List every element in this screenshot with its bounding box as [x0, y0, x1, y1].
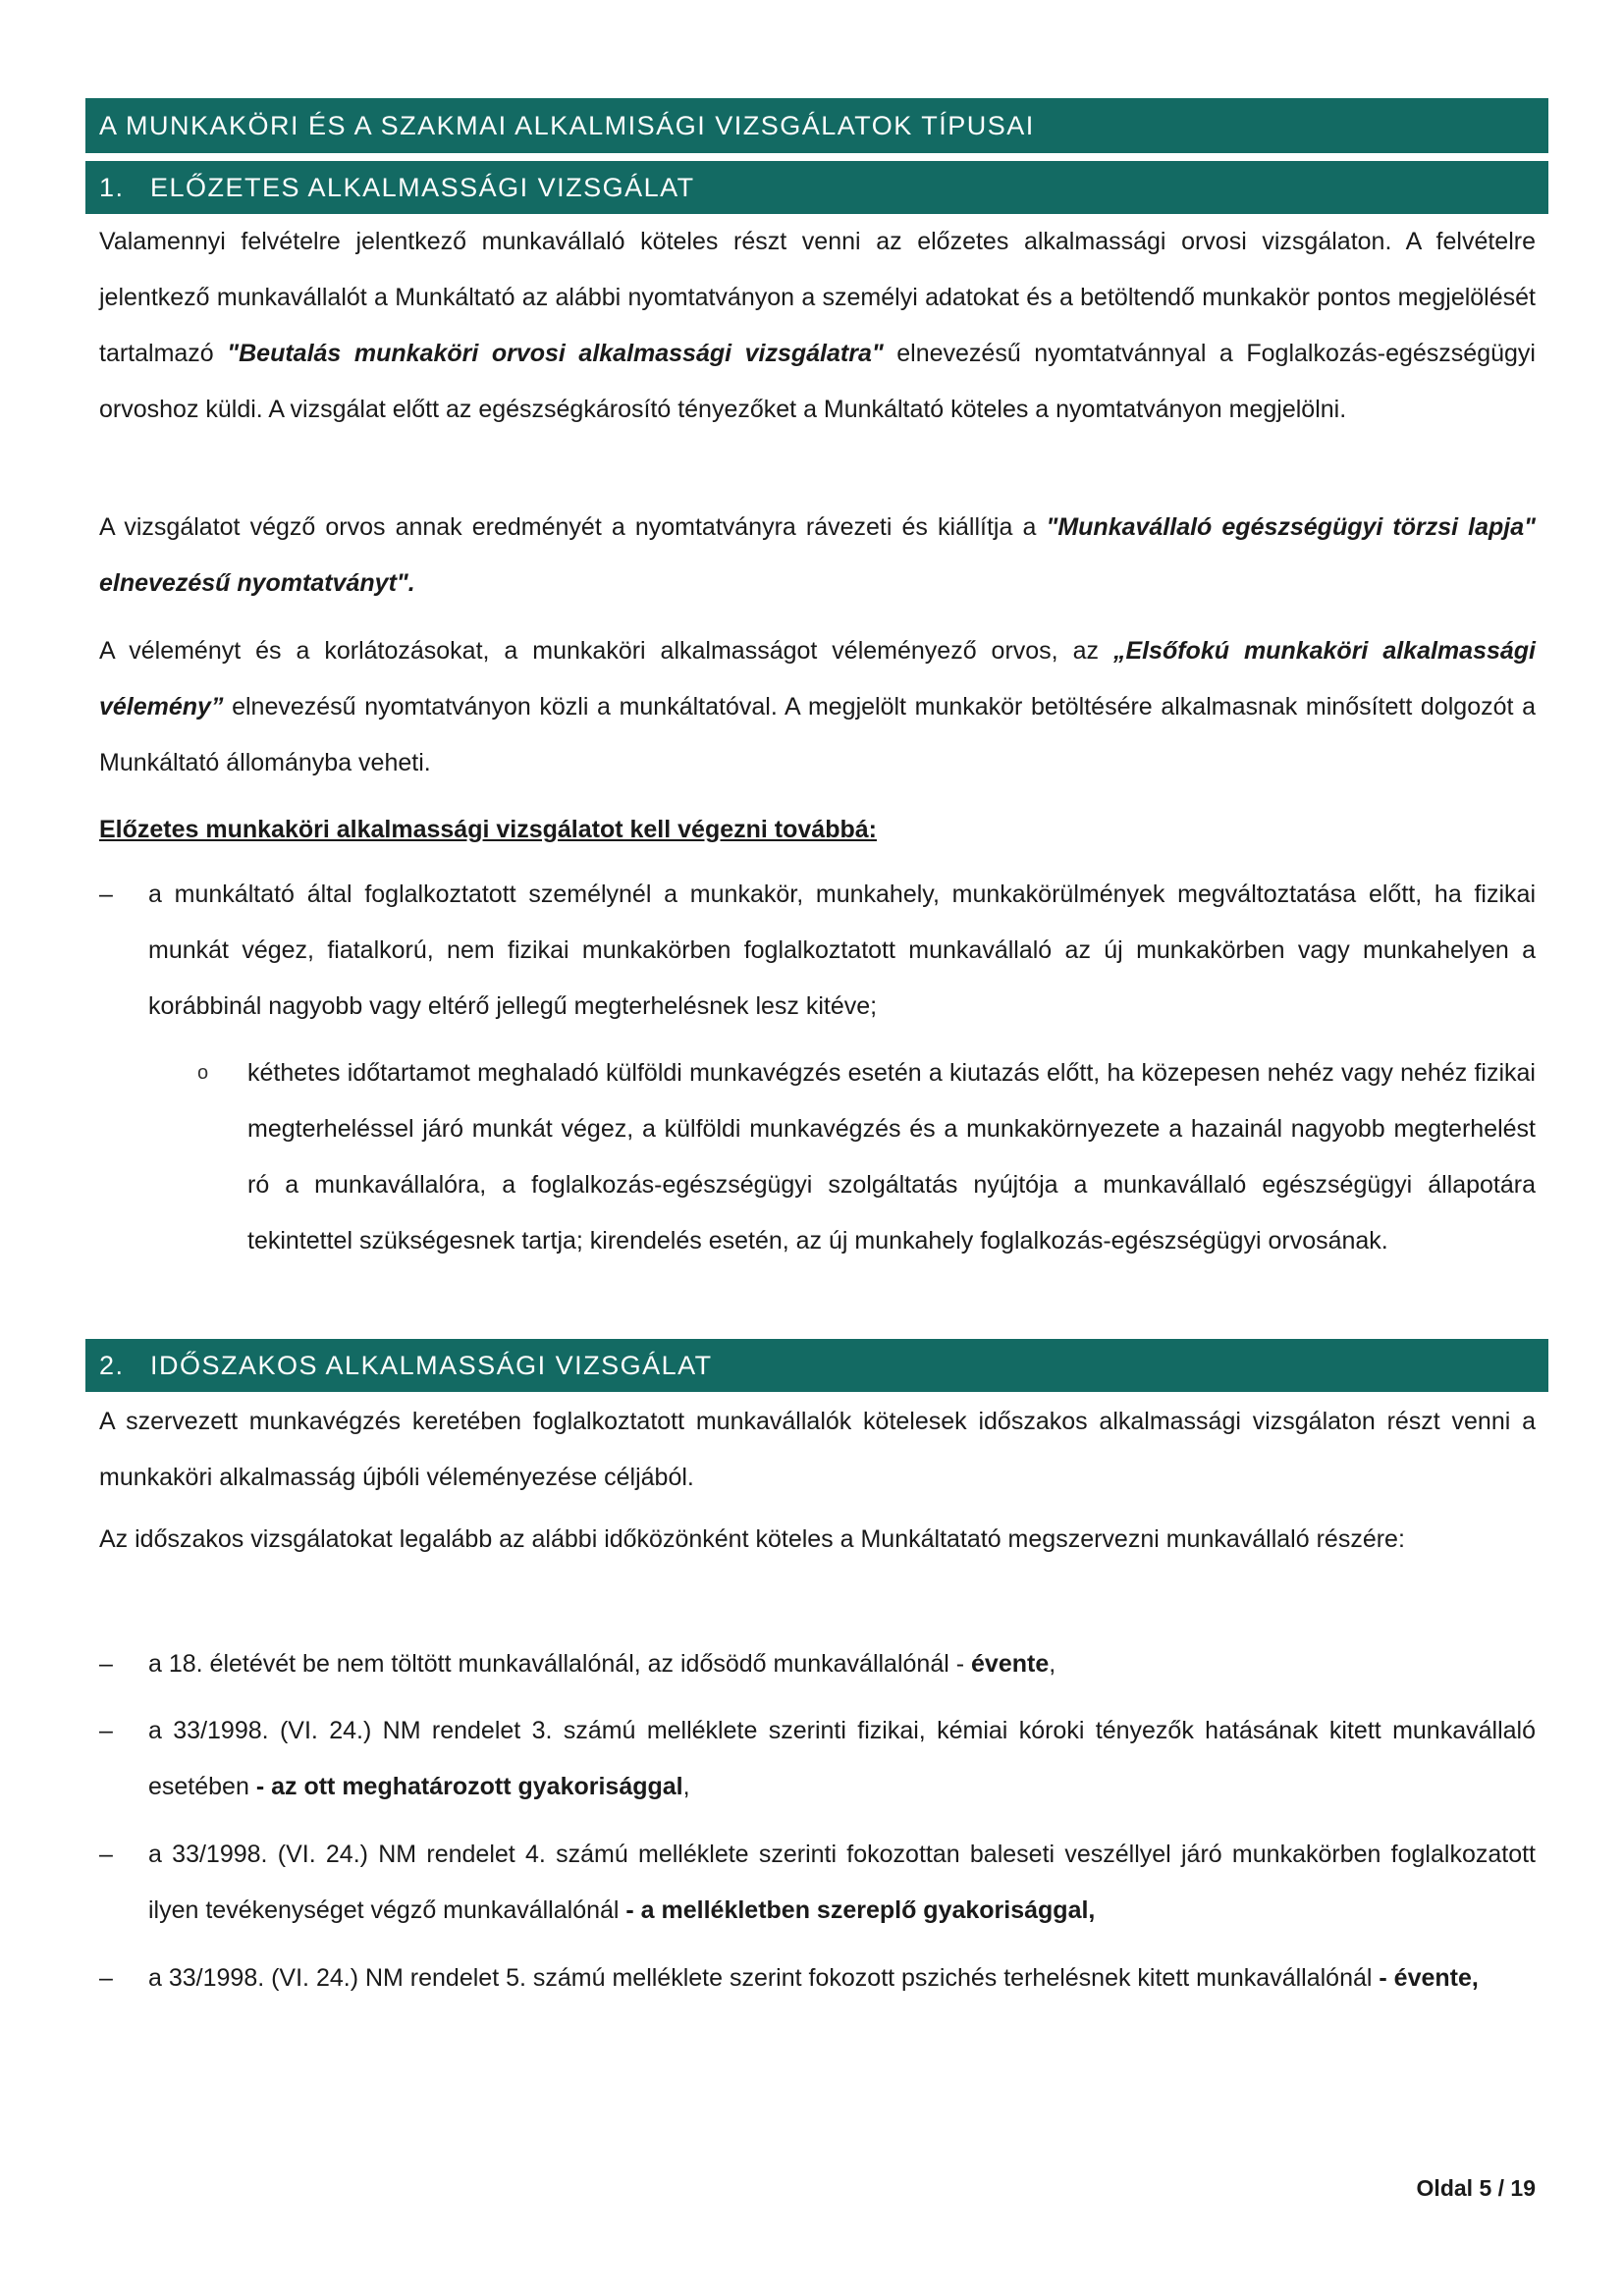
section2-list-item: a 33/1998. (VI. 24.) NM rendelet 5. számú melléklete szerint fokozott pszichés terhelésnek kitett munkavállalónál - évente,	[148, 1964, 1479, 1992]
section1-subheading: Előzetes munkaköri alkalmassági vizsgálatot kell végezni továbbá:	[99, 816, 877, 843]
section1-title: ELŐZETES ALKALMASSÁGI VIZSGÁLAT	[150, 172, 695, 202]
section1-paragraph1: Valamennyi felvételre jelentkező munkavállaló köteles részt venni az előzetes alkalmassági orvosi vizsgálaton. A felvételre jelentkező munkavállalót a Munkáltató az alábbi nyomtatványon a személyi adatokat és a betöltendő munkakör pontos megjelölését tartalmazó "Beutalás munkaköri orvosi alkalmassági vizsgálatra" elnevezésű nyomtatvánnyal a Foglalkozás-egészségügyi orvoshoz küldi. A vizsgálat előtt az egészségkárosító tényezőket a Munkáltató köteles a nyomtatványon megjelölni.	[99, 228, 1536, 423]
section2-heading-bar	[85, 1339, 1548, 1392]
section1-heading-bar	[85, 161, 1548, 214]
page-number: Oldal 5 / 19	[1416, 2175, 1536, 2201]
section2-number: 2.	[99, 1350, 125, 1380]
list-dash: –	[99, 1841, 113, 1868]
list-dash: –	[99, 1717, 113, 1744]
main-heading: A MUNKAKÖRI ÉS A SZAKMAI ALKALMISÁGI VIZSGÁLATOK TÍPUSAI	[99, 110, 1035, 140]
list-dash: –	[99, 881, 113, 908]
section2-list-item: a 33/1998. (VI. 24.) NM rendelet 3. számú melléklete szerinti fizikai, kémiai kóroki tényezők hatásának kitett munkavállaló esetében - az ott meghatározott gyakorisággal,	[148, 1717, 1536, 1800]
list-circle-bullet: o	[197, 1062, 209, 1084]
section2-paragraph1: A szervezett munkavégzés keretében foglalkoztatott munkavállalók kötelesek időszakos alkalmassági vizsgálaton részt venni a munkaköri alkalmasság újbóli véleményezése céljából.	[99, 1408, 1536, 1491]
section2-title: IDŐSZAKOS ALKALMASSÁGI VIZSGÁLAT	[150, 1350, 713, 1380]
section2-list-item: a 33/1998. (VI. 24.) NM rendelet 4. számú melléklete szerinti fokozottan baleseti veszéllyel járó munkakörben foglalkozatott ilyen tevékenységet végző munkavállalónál - a mellékletben szereplő gyakorisággal,	[148, 1841, 1536, 1924]
list-dash: –	[99, 1964, 113, 1992]
section2-list-item: a 18. életévét be nem töltött munkavállalónál, az idősödő munkavállalónál - évente,	[148, 1650, 1056, 1678]
section1-list-item: a munkáltató által foglalkoztatott személynél a munkakör, munkahely, munkakörülmények megváltoztatása előtt, ha fizikai munkát végez, fiatalkorú, nem fizikai munkakörben foglalkoztatott munkavállaló az új munkakörben vagy munkahelyen a korábbinál nagyobb vagy eltérő jellegű megterhelésnek lesz kitéve;	[148, 881, 1536, 1020]
section1-paragraph2: A vizsgálatot végző orvos annak eredményét a nyomtatványra rávezeti és kiállítja a "Munkavállaló egészségügyi törzsi lapja" elnevezésű nyomtatványt".	[99, 513, 1537, 597]
list-dash: –	[99, 1650, 113, 1678]
section1-paragraph3: A véleményt és a korlátozásokat, a munkaköri alkalmasságot véleményező orvos, az „Elsőfokú munkaköri alkalmassági vélemény” elnevezésű nyomtatványon közli a munkáltatóval. A megjelölt munkakör betöltésére alkalmasnak minősített dolgozót a Munkáltató állományba veheti.	[99, 637, 1536, 776]
section2-paragraph2: Az időszakos vizsgálatokat legalább az alábbi időközönként köteles a Munkáltatató megszervezni munkavállaló részére:	[99, 1525, 1405, 1553]
main-heading-bar	[85, 98, 1548, 153]
section1-number: 1.	[99, 172, 125, 202]
section1-sub-item: kéthetes időtartamot meghaladó külföldi munkavégzés esetén a kiutazás előtt, ha közepesen nehéz vagy nehéz fizikai megterheléssel járó munkát végez, a külföldi munkavégzés és a munkakörnyezete a hazainál nagyobb megterhelést ró a munkavállalóra, a foglalkozás-egészségügyi szolgáltatás nyújtója a munkavállaló egészségügyi állapotára tekintettel szükségesnek tartja; kirendelés esetén, az új munkahely foglalkozás-egészségügyi orvosának.	[247, 1059, 1536, 1255]
